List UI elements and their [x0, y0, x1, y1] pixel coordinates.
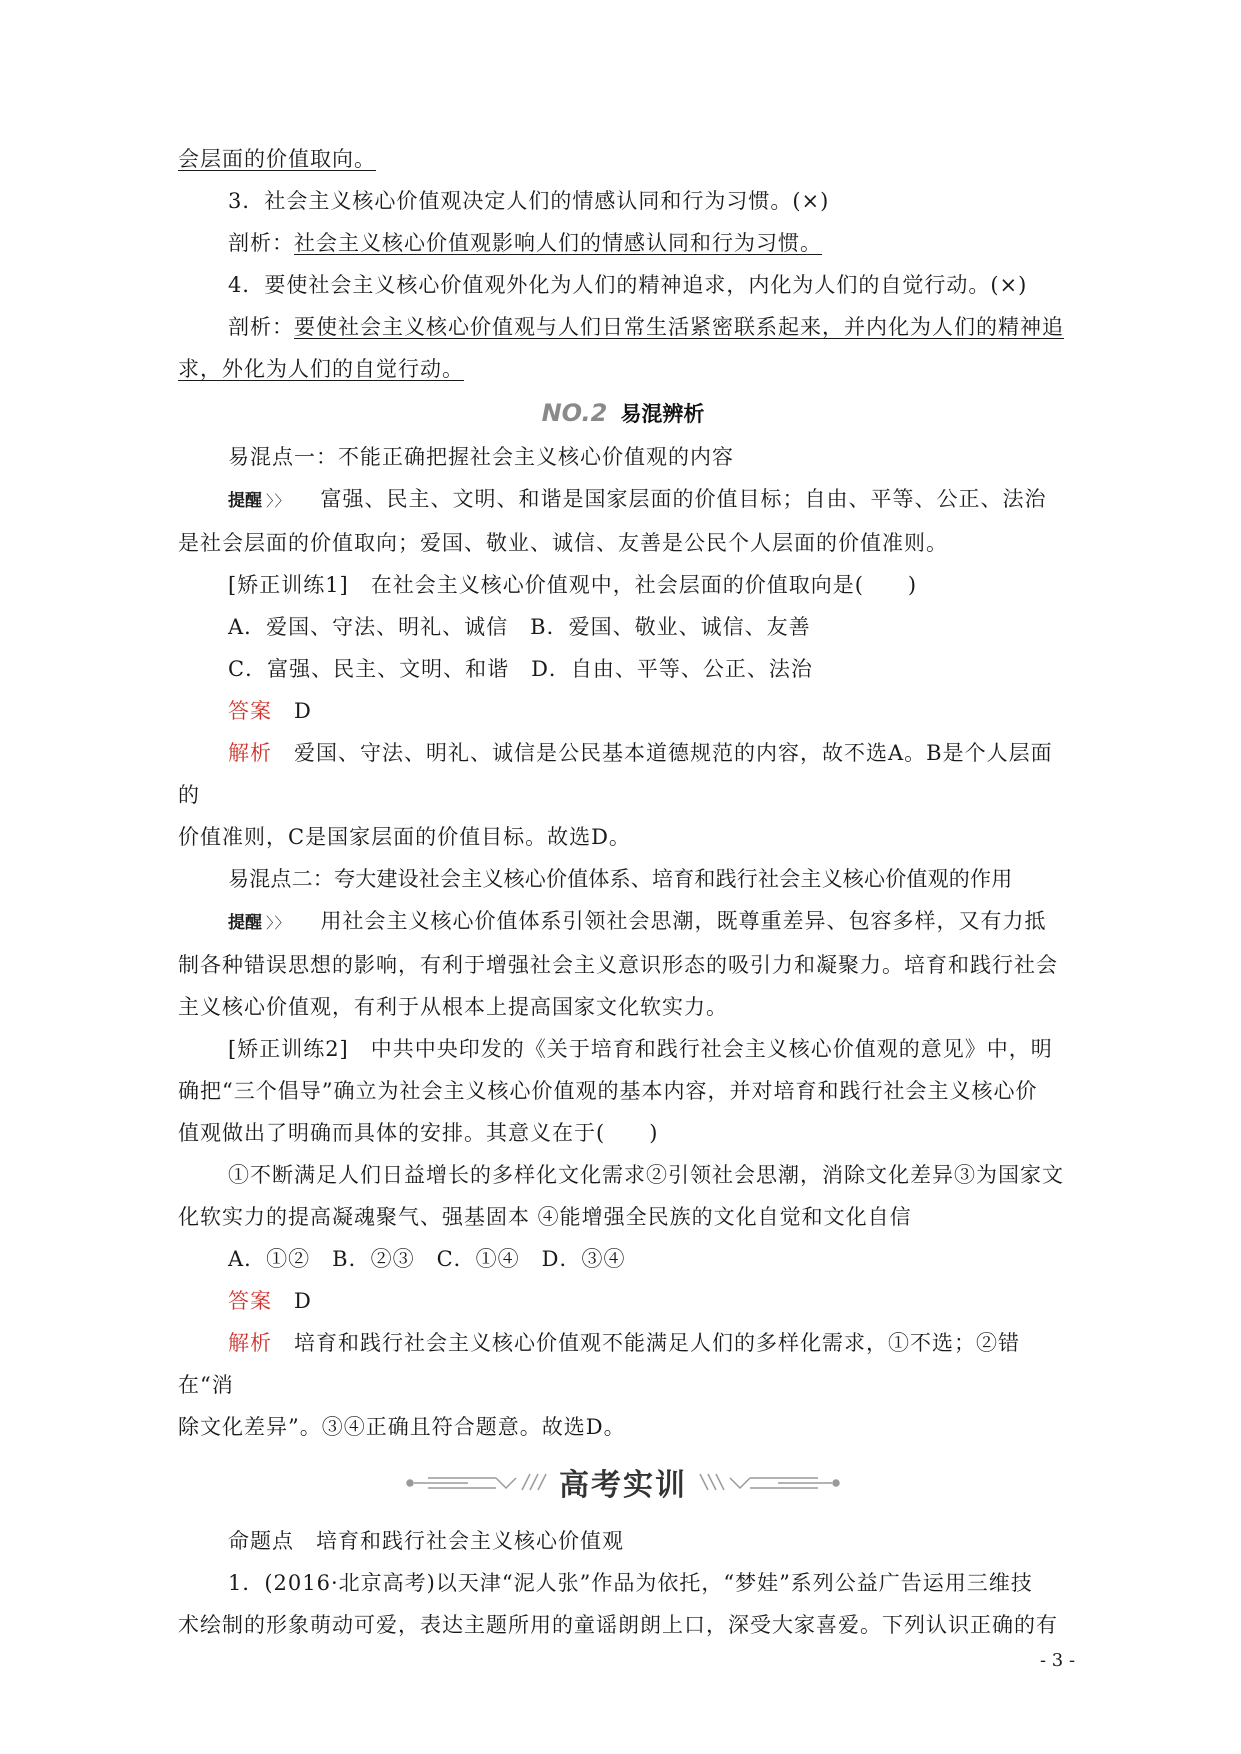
exercise-2-answer: [178, 1280, 1068, 1322]
point-1-title: 易混点一：不能正确把握社会主义核心价值观的内容: [228, 445, 734, 469]
tip-label: 提醒: [228, 913, 262, 933]
exercise-2-statements: ①不断满足人们日益增长的多样化文化需求②引领社会思潮，消除文化差异③为国家文: [228, 1163, 1064, 1187]
exercise-1-options-cd: C．富强、民主、文明、和谐 D．自由、平等、公正、法治: [228, 657, 813, 681]
tip-text: 富强、民主、文明、和谐是国家层面的价值目标；自由、平等、公正、法治: [320, 487, 1047, 511]
analysis-4-cont: [178, 348, 1068, 390]
explanation-text: 爱国、守法、明礼、诚信是公民基本道德规范的内容，故不选A。B是个人层面的: [178, 741, 1053, 807]
point-1-tip: [178, 478, 1068, 522]
exercise-1-options-ab: A．爱国、守法、明礼、诚信 B．爱国、敬业、诚信、友善: [228, 615, 811, 639]
exam-question-1-cont: 术绘制的形象萌动可爱，表达主题所用的童谣朗朗上口，深受大家喜爱。下列认识正确的有: [178, 1613, 1058, 1637]
tip-text: 用社会主义核心价值体系引领社会思潮，既尊重差异、包容多样，又有力抵: [320, 909, 1047, 933]
banner-title: 高考实训: [559, 1468, 687, 1503]
tip-arrow-icon: 〉〉: [266, 492, 291, 510]
exercise-2-question: [矫正训练2] 中共中央印发的《关于培育和践行社会主义核心价值观的意见》中，明: [228, 1037, 1053, 1061]
point-2-tip-cont: 制各种错误思想的影响，有利于增强社会主义意识形态的吸引力和凝聚力。培育和践行社会: [178, 953, 1058, 977]
analysis-label: 剖析：: [228, 231, 294, 255]
section-heading: [178, 390, 1068, 436]
explanation-label: 解析: [228, 1331, 272, 1355]
analysis-text: 求，外化为人们的自觉行动。: [178, 357, 464, 381]
exercise-2-explanation-cont: 除文化差异”。③④正确且符合题意。故选D。: [178, 1415, 626, 1439]
tip-arrow-icon: 〉〉: [266, 914, 291, 932]
analysis-label: 剖析：: [228, 315, 294, 339]
explanation-text: 培育和践行社会主义核心价值观不能满足人们的多样化需求，①不选；②错在“消: [178, 1331, 1020, 1397]
point-2-tip-cont2: 主义核心价值观，有利于从根本上提高国家文化软实力。: [178, 995, 728, 1019]
exercise-2-statements-cont: 化软实力的提高凝魂聚气、强基固本 ④能增强全民族的文化自觉和文化自信: [178, 1205, 912, 1229]
answer-value: D: [294, 1289, 312, 1313]
exercise-1-question: [矫正训练1] 在社会主义核心价值观中，社会层面的价值取向是( ): [228, 573, 918, 597]
underlined-analysis: 会层面的价值取向。: [178, 147, 376, 171]
section-badge: NO.2: [541, 399, 608, 427]
answer-label: 答案: [228, 699, 272, 723]
point-1-tip-cont: 是社会层面的价值取向；爱国、敬业、诚信、友善是公民个人层面的价值准则。: [178, 531, 948, 555]
question-3: 3．社会主义核心价值观决定人们的情感认同和行为习惯。(×): [228, 189, 830, 213]
point-2-title: 易混点二：夸大建设社会主义核心价值体系、培育和践行社会主义核心价值观的作用: [228, 867, 1013, 891]
answer-label: 答案: [228, 1289, 272, 1313]
exercise-2-explanation: [178, 1322, 1068, 1406]
page-number: - 3 -: [1040, 1650, 1076, 1671]
analysis-text: 要使社会主义核心价值观与人们日常生活紧密联系起来，并内化为人们的精神追: [294, 315, 1064, 339]
exercise-2-options: A．①② B．②③ C．①④ D．③④: [228, 1247, 626, 1271]
exercise-1-explanation: [178, 732, 1068, 816]
analysis-4: [178, 306, 1068, 348]
point-2-tip: [178, 900, 1068, 944]
exam-topic: 命题点 培育和践行社会主义核心价值观: [228, 1529, 624, 1553]
exam-question-1: 1．(2016·北京高考)以天津“泥人张”作品为依托，“梦娃”系列公益广告运用三维技: [228, 1571, 1033, 1595]
line-continuation: [178, 138, 1068, 180]
exercise-2-question-cont: 确把“三个倡导”确立为社会主义核心价值观的基本内容，并对培育和践行社会主义核心价: [178, 1079, 1038, 1103]
analysis-text: 社会主义核心价值观影响人们的情感认同和行为习惯。: [294, 231, 822, 255]
exercise-1-answer: [178, 690, 1068, 732]
exercise-1-explanation-cont: 价值准则，C是国家层面的价值目标。故选D。: [178, 825, 631, 849]
analysis-3: [178, 222, 1068, 264]
question-4: 4．要使社会主义核心价值观外化为人们的精神追求，内化为人们的自觉行动。(×): [228, 273, 1028, 297]
answer-value: D: [294, 699, 312, 723]
explanation-label: 解析: [228, 741, 272, 765]
tip-label: 提醒: [228, 491, 262, 511]
exercise-2-question-cont2: 值观做出了明确而具体的安排。其意义在于( ): [178, 1121, 659, 1145]
page-body: [178, 138, 1068, 1646]
exam-banner: [178, 1452, 1068, 1514]
section-title: 易混辨析: [620, 402, 705, 426]
